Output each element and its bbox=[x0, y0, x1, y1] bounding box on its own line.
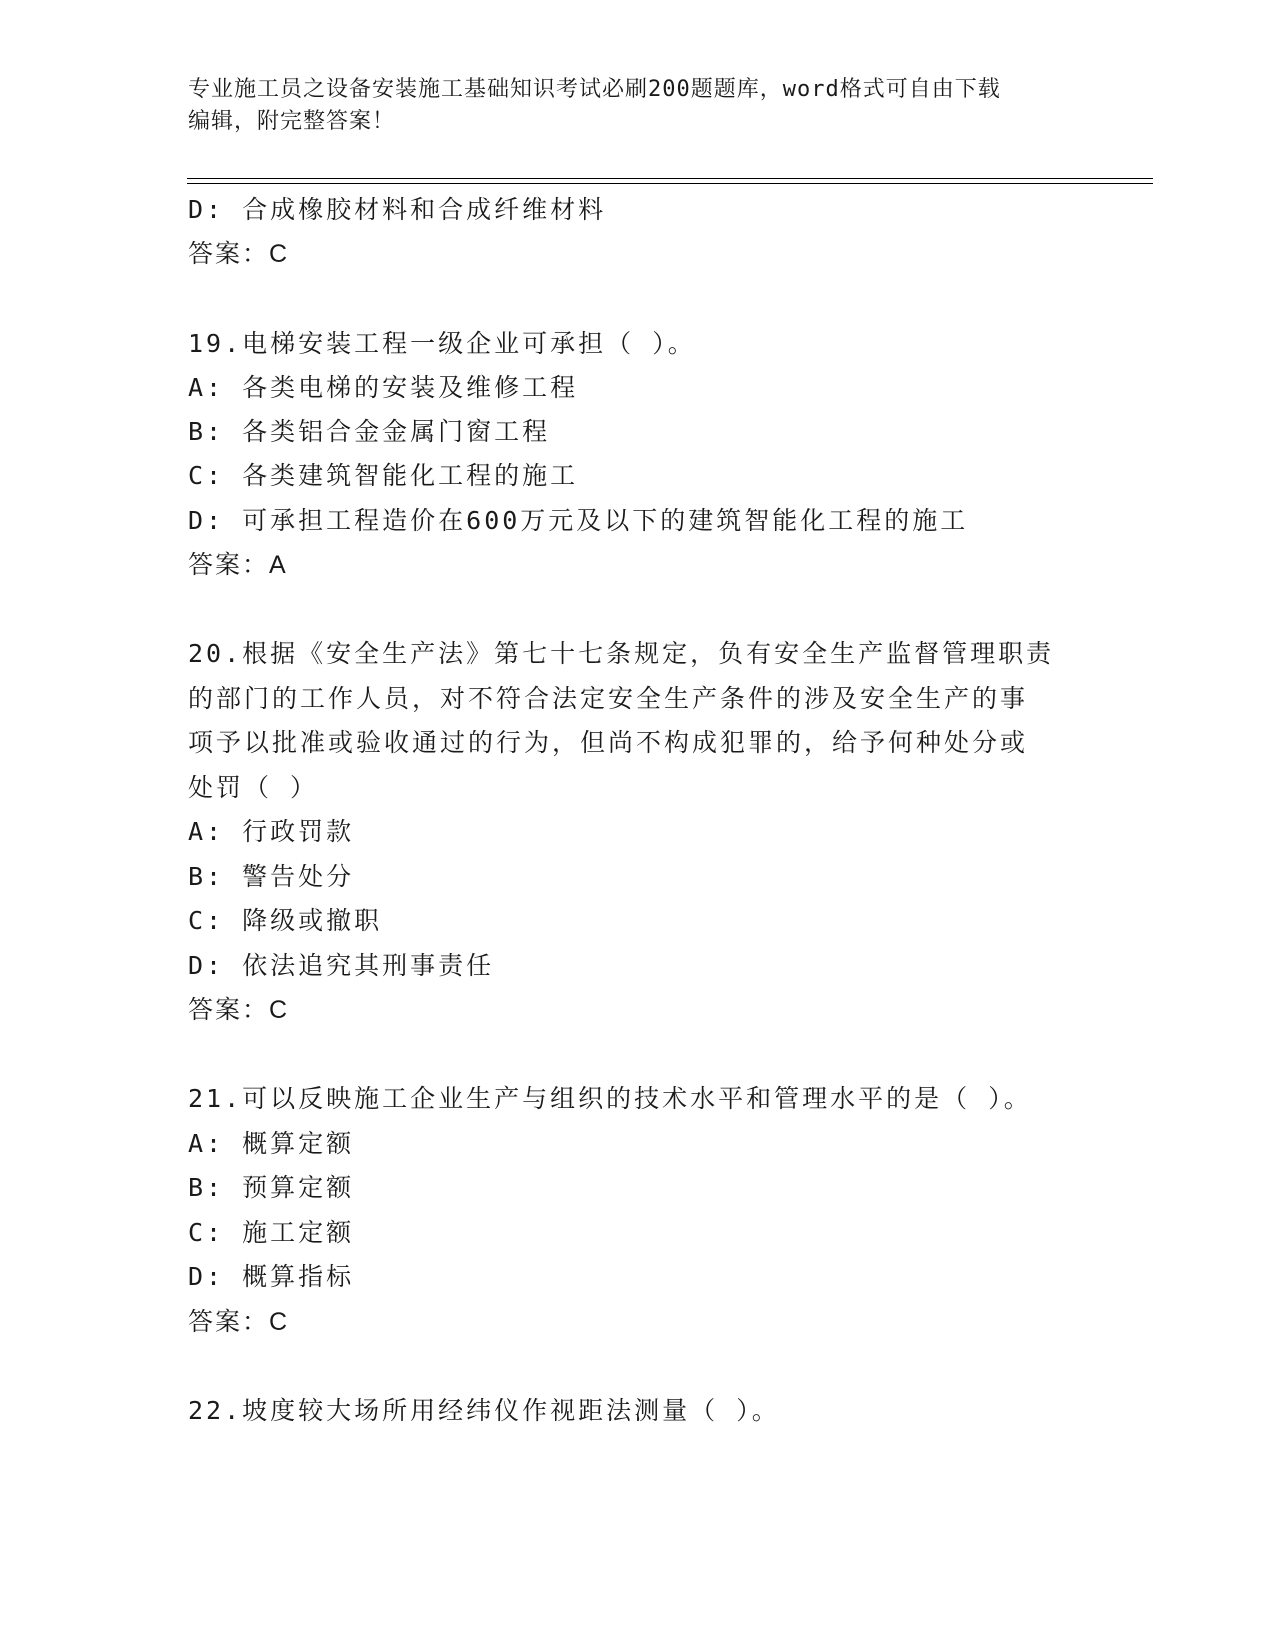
header-divider-bottom bbox=[187, 183, 1153, 184]
q19-option-d: D: 可承担工程造价在600万元及以下的建筑智能化工程的施工 bbox=[188, 506, 969, 535]
q22-stem: 22.坡度较大场所用经纬仪作视距法测量（ ）。 bbox=[188, 1396, 780, 1425]
q18-answer: 答案：C bbox=[188, 240, 290, 268]
q20-option-d: D: 依法追究其刑事责任 bbox=[188, 951, 495, 980]
q19-answer: 答案：A bbox=[188, 551, 288, 579]
q20-stem-line-4: 处罚（ ） bbox=[188, 773, 319, 802]
q20-answer: 答案：C bbox=[188, 996, 290, 1024]
q21-option-d: D: 概算指标 bbox=[188, 1262, 355, 1291]
q19-option-c: C: 各类建筑智能化工程的施工 bbox=[188, 461, 579, 490]
q20-stem-line-1: 20.根据《安全生产法》第七十七条规定，负有安全生产监督管理职责 bbox=[188, 639, 1055, 668]
q20-stem-line-2: 的部门的工作人员，对不符合法定安全生产条件的涉及安全生产的事 bbox=[188, 684, 1029, 713]
q21-option-c: C: 施工定额 bbox=[188, 1218, 355, 1247]
q20-option-c: C: 降级或撤职 bbox=[188, 906, 383, 935]
q21-option-a: A: 概算定额 bbox=[188, 1129, 355, 1158]
header-title-line-1: 专业施工员之设备安装施工基础知识考试必刷200题题库，word格式可自由下载 bbox=[188, 77, 1001, 102]
q20-option-b: B: 警告处分 bbox=[188, 862, 355, 891]
q21-answer: 答案：C bbox=[188, 1308, 290, 1336]
q20-option-a: A: 行政罚款 bbox=[188, 817, 355, 846]
document-header bbox=[188, 74, 1088, 138]
q19-stem: 19.电梯安装工程一级企业可承担（ ）。 bbox=[188, 329, 696, 358]
q21-stem: 21.可以反映施工企业生产与组织的技术水平和管理水平的是（ ）。 bbox=[188, 1084, 1032, 1113]
header-divider-top bbox=[187, 178, 1153, 179]
q19-option-b: B: 各类铝合金金属门窗工程 bbox=[188, 417, 551, 446]
q19-option-a: A: 各类电梯的安装及维修工程 bbox=[188, 373, 579, 402]
q20-stem-line-3: 项予以批准或验收通过的行为，但尚不构成犯罪的，给予何种处分或 bbox=[188, 728, 1029, 757]
q21-option-b: B: 预算定额 bbox=[188, 1173, 355, 1202]
q18-option-d: D: 合成橡胶材料和合成纤维材料 bbox=[188, 195, 607, 224]
header-title-line-2: 编辑，附完整答案！ bbox=[188, 109, 396, 134]
